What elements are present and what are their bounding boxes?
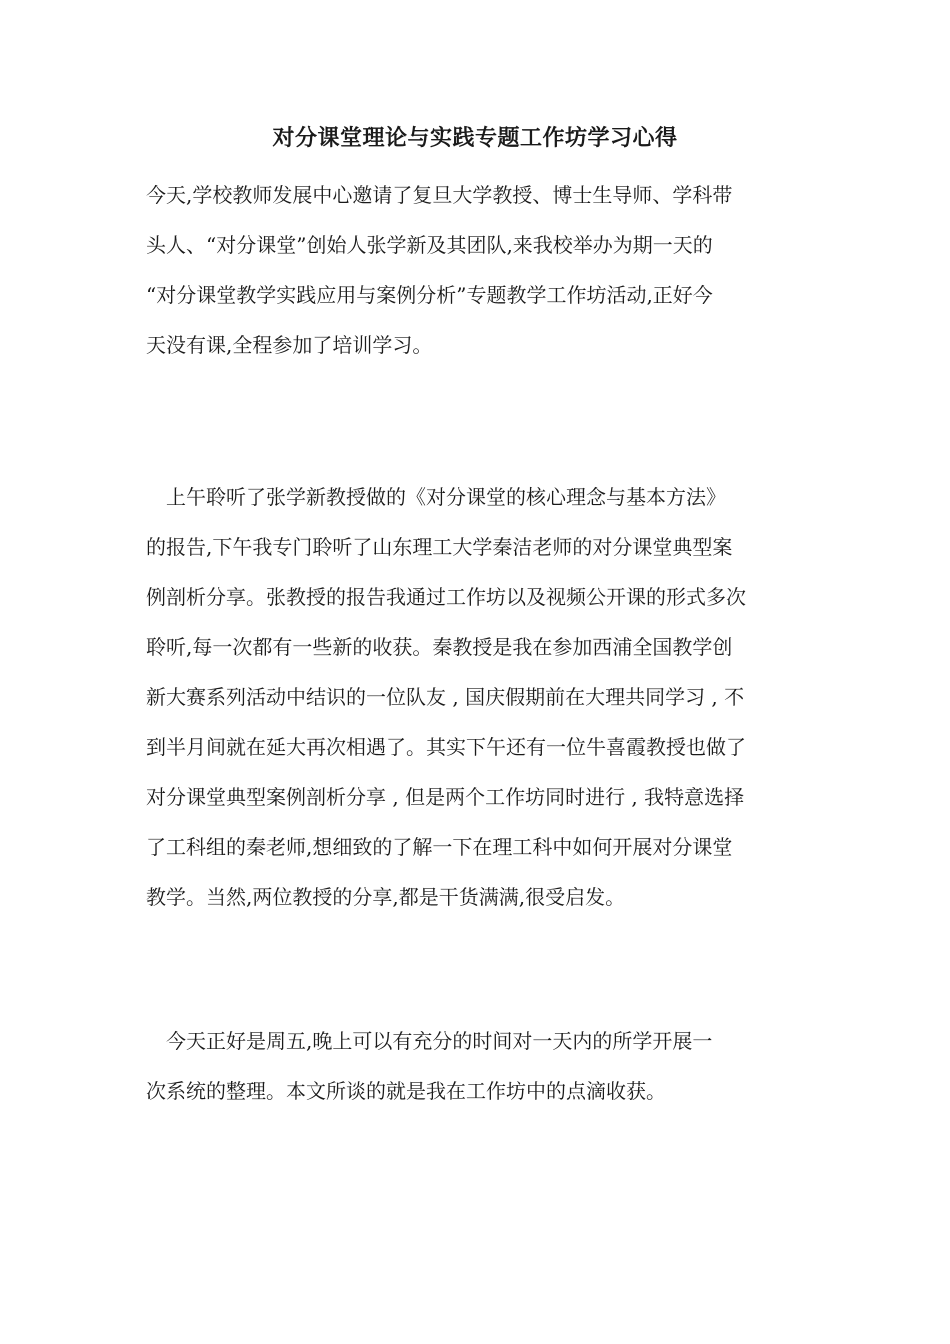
paragraph-line: 天没有课,全程参加了培训学习。 bbox=[146, 333, 433, 357]
paragraph-line: 聆听,每一次都有一些新的收获。秦教授是我在参加西浦全国教学创 bbox=[146, 635, 733, 659]
paragraph-line: 例剖析分享。张教授的报告我通过工作坊以及视频公开课的形式多次 bbox=[146, 585, 746, 609]
paragraph-line: 新大赛系列活动中结识的一位队友 , 国庆假期前在大理共同学习 , 不 bbox=[146, 685, 745, 709]
paragraph-line: “对分课堂教学实践应用与案例分析”专题教学工作坊活动,正好今 bbox=[146, 283, 713, 307]
document-title: 对分课堂理论与实践专题工作坊学习心得 bbox=[272, 125, 678, 151]
paragraph-line: 头人、“对分课堂”创始人张学新及其团队,来我校举办为期一天的 bbox=[146, 233, 713, 257]
paragraph-line: 今天正好是周五,晚上可以有充分的时间对一天内的所学开展一 bbox=[146, 1029, 713, 1053]
paragraph-line: 了工科组的秦老师,想细致的了解一下在理工科中如何开展对分课堂 bbox=[146, 835, 733, 859]
paragraph-1 bbox=[146, 170, 810, 370]
paragraph-line: 到半月间就在延大再次相遇了。其实下午还有一位牛喜霞教授也做了 bbox=[146, 735, 746, 759]
paragraph-line: 上午聆听了张学新教授做的《对分课堂的核心理念与基本方法》 bbox=[146, 485, 726, 509]
paragraph-line: 次系统的整理。本文所谈的就是我在工作坊中的点滴收获。 bbox=[146, 1079, 666, 1103]
paragraph-line: 的报告,下午我专门聆听了山东理工大学秦洁老师的对分课堂典型案 bbox=[146, 535, 733, 559]
paragraph-3 bbox=[146, 1016, 810, 1116]
paragraph-2 bbox=[146, 472, 810, 922]
paragraph-line: 对分课堂典型案例剖析分享 , 但是两个工作坊同时进行 , 我特意选择 bbox=[146, 785, 745, 809]
paragraph-line: 今天,学校教师发展中心邀请了复旦大学教授、博士生导师、学科带 bbox=[146, 183, 733, 207]
paragraph-line: 教学。当然,两位教授的分享,都是干货满满,很受启发。 bbox=[146, 885, 626, 909]
